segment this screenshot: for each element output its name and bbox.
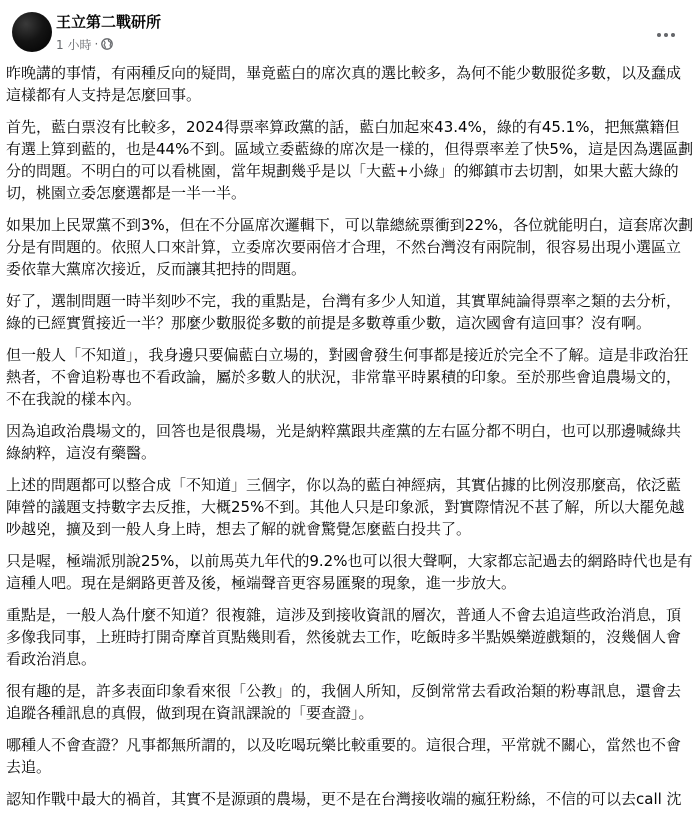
post-paragraph: 昨晚講的事情，有兩種反向的疑問，畢竟藍白的席次真的選比較多，為何不能少數服從多數，以及蠢成這樣都有人支持是怎麼回事。 <box>6 64 682 104</box>
post-paragraph: 重點是，一般人為什麼不知道？很複雜，這涉及到接收資訊的層次，普通人不會去追這些政治消息，頂多像我同事，上班時打開奇摩首頁點幾則看，然後就去工作，吃飯時多半點娛樂遊戲類的，沒幾個人會看政治消息。 <box>6 606 682 668</box>
globe-icon[interactable] <box>101 38 113 50</box>
meta-separator: · <box>94 37 99 51</box>
more-options-button[interactable] <box>650 16 682 48</box>
post-timestamp[interactable]: 1 小時 <box>56 37 92 52</box>
post-header <box>0 0 698 62</box>
post-paragraph: 哪種人不會查證？凡事都無所謂的，以及吃喝玩樂比較重要的。這很合理，平常就不關心，當然也不會去追。 <box>6 736 682 776</box>
post-paragraph: 但一般人「不知道」，我身邊只要偏藍白立場的，對國會發生何事都是接近於完全不了解。這是非政治狂熱者，不會追粉專也不看政論，屬於多數人的狀況，非常靠平時累積的印象。至於那些會追農場文的，不在我說的樣本內。 <box>6 346 689 408</box>
post-paragraph: 好了，選制問題一時半刻吵不完，我的重點是，台灣有多少人知道，其實單純論得票率之類的去分析，綠的已經實質接近一半？那麼少數服從多數的前提是多數尊重少數，這次國會有這回事？沒有啊。 <box>6 292 682 332</box>
post-meta <box>56 36 113 52</box>
post-paragraph: 很有趣的是，許多表面印象看來很「公教」的，我個人所知，反倒常常去看政治類的粉專訊息，還會去追蹤各種訊息的真假，做到現在資訊課說的「要查證」。 <box>6 682 682 722</box>
avatar[interactable] <box>12 12 52 52</box>
post-paragraph: 因為追政治農場文的，回答也是很農場，光是納粹黨跟共產黨的左右區分都不明白，也可以那邊喊綠共綠納粹，這沒有藥醫。 <box>6 422 682 462</box>
post-paragraph: 如果加上民眾黨不到3%，但在不分區席次邏輯下，可以靠總統票衝到22%，各位就能明白，這套席次劃分是有問題的。依照人口來計算，立委席次要兩倍才合理，不然台灣沒有兩院制，很容易出現小選區立委依靠大黨席次接近，反而讓其把持的問題。 <box>6 216 694 278</box>
post-paragraph: 只是喔，極端派別說25%，以前馬英九年代的9.2%也可以很大聲啊，大家都忘記過去的網路時代也是有這種人吧。現在是網路更普及後，極端聲音更容易匯聚的現象，進一步放大。 <box>6 552 693 592</box>
post-paragraph: 首先，藍白票沒有比較多，2024得票率算政黨的話，藍白加起來43.4%，綠的有45.1%，把無黨籍但有選上算到藍的，也是44%不到。區域立委藍綠的席次是一樣的，但得票率差了快5%，這是因為選區劃分的問題。不明白的可以看桃園，當年規劃幾乎是以「大藍+小綠」的鄉鎮市去切割，如果大藍大綠的切，桃園立委怎麼選都是一半一半。 <box>6 118 694 202</box>
post-paragraph: 上述的問題都可以整合成「不知道」三個字，你以為的藍白神經病，其實佔據的比例沒那麼高，依泛藍陣營的議題支持數字去反推，大概25%不到。其他人只是印象派，對實際情況不甚了解，所以大罷免越吵越兇，擴及到一般人身上時，想去了解的就會驚覺怎麼藍白投共了。 <box>6 476 685 538</box>
more-horizontal-icon <box>656 23 676 42</box>
post-paragraph: 認知作戰中最大的禍首，其實不是源頭的農場，更不是在台灣接收端的瘋狂粉絲，不信的可以去call 沈 <box>6 790 682 808</box>
post-body <box>6 62 694 820</box>
author-name[interactable]: 王立第二戰研所 <box>56 13 162 31</box>
